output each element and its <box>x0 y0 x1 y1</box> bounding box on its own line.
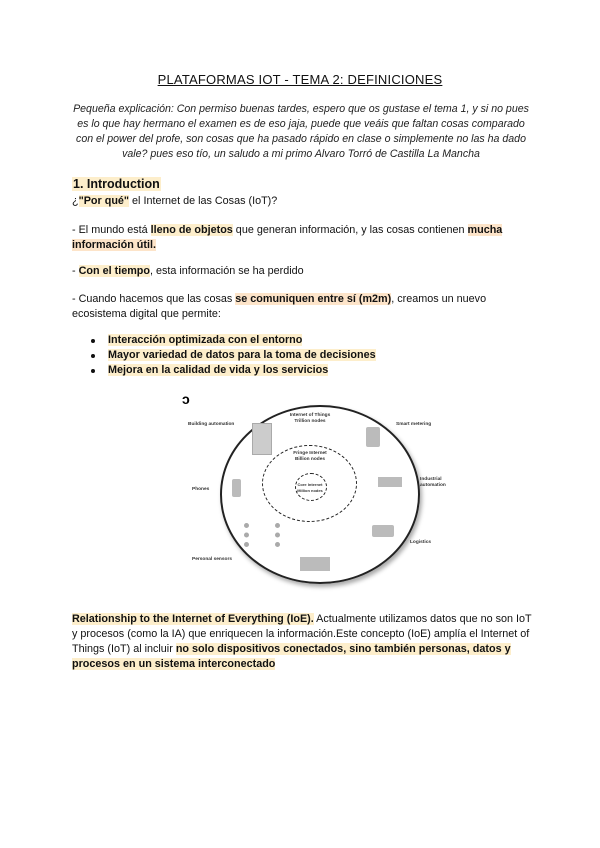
highlight: Relationship to the Internet of Everything (IoE). <box>72 613 314 625</box>
factory-icon <box>378 477 402 487</box>
page-title: PLATAFORMAS IOT - TEMA 2: DEFINICIONES <box>157 72 443 87</box>
text: - Cuando hacemos que las cosas <box>72 293 236 305</box>
building-icon <box>252 423 272 455</box>
question-line <box>72 194 532 209</box>
paragraph-objects <box>72 223 532 253</box>
smart-meter-icon <box>366 427 380 447</box>
list-item <box>88 363 376 378</box>
highlight: mucha información útil. <box>72 224 503 251</box>
label-phones: Phones <box>192 487 210 492</box>
inner-label: Core Internet Million nodes <box>297 482 323 493</box>
section-heading-introduction: 1. Introduction <box>73 177 160 191</box>
text: , esta información se ha perdido <box>150 265 304 277</box>
question-prefix: ¿ <box>72 195 79 207</box>
phone-icon <box>232 479 241 497</box>
text: - <box>72 265 79 277</box>
intro-paragraph: Pequeña explicación: Con permiso buenas tardes, espero que os gustase el tema 1, y si no pues es lo que hay hermano el examen es de eso jaja, puede que veáis que faltan cosas comparado con el power del profe, son cosas que ha pasado rápido en clase o simplemente no las ha dado vale? pues eso tío, un saludo a mi primo Alvaro Torró de Castilla La Mancha <box>73 103 529 160</box>
bullet-text: Mejora en la calidad de vida y los servicios <box>108 364 329 376</box>
outer-label: Internet of Things Trillion nodes <box>289 413 331 424</box>
label-smart-metering: Smart metering <box>396 422 432 427</box>
benefits-list <box>88 333 376 378</box>
text: que generan información, y las cosas contienen <box>232 224 468 236</box>
corner-mark: ɔ <box>182 391 190 407</box>
question-rest: el Internet de las Cosas (IoT)? <box>129 195 278 207</box>
paragraph-m2m <box>72 292 532 322</box>
label-building-automation: Building automation <box>188 422 235 427</box>
list-item <box>88 348 376 363</box>
text: Actualmente utilizamos datos que no son IoT y procesos (como la IA) que enriquecen la información.Este concepto (IoE) amplía el Internet of Things (IoT) al incluir <box>72 613 532 655</box>
label-industrial-automation: Industrial automation <box>420 477 446 488</box>
list-item <box>88 333 376 348</box>
iot-nodes-diagram <box>170 385 446 595</box>
bullet-text: Interacción optimizada con el entorno <box>108 334 303 346</box>
label-personal-sensors: Personal sensors <box>192 557 232 562</box>
label-logistics: Logistics <box>410 540 432 545</box>
ioe-paragraph <box>72 612 532 672</box>
highlight: se comuniquen entre sí (m2m) <box>235 293 392 305</box>
highlight: Con el tiempo <box>78 265 150 277</box>
highlight: no solo dispositivos conectados, sino también personas, datos y procesos en un sistema interconectado <box>72 643 511 670</box>
forklift-icon <box>372 525 394 537</box>
paragraph-time <box>72 264 532 279</box>
text: , creamos un nuevo ecosistema digital que permite: <box>72 293 487 320</box>
highlight: lleno de objetos <box>150 224 233 236</box>
truck-icon <box>300 557 330 571</box>
text: - El mundo está <box>72 224 151 236</box>
middle-label: Fringe Internet Billion nodes <box>293 451 327 462</box>
bullet-text: Mayor variedad de datos para la toma de decisiones <box>108 349 376 361</box>
people-icon <box>244 523 280 547</box>
question-bold: "Por qué" <box>78 195 130 207</box>
